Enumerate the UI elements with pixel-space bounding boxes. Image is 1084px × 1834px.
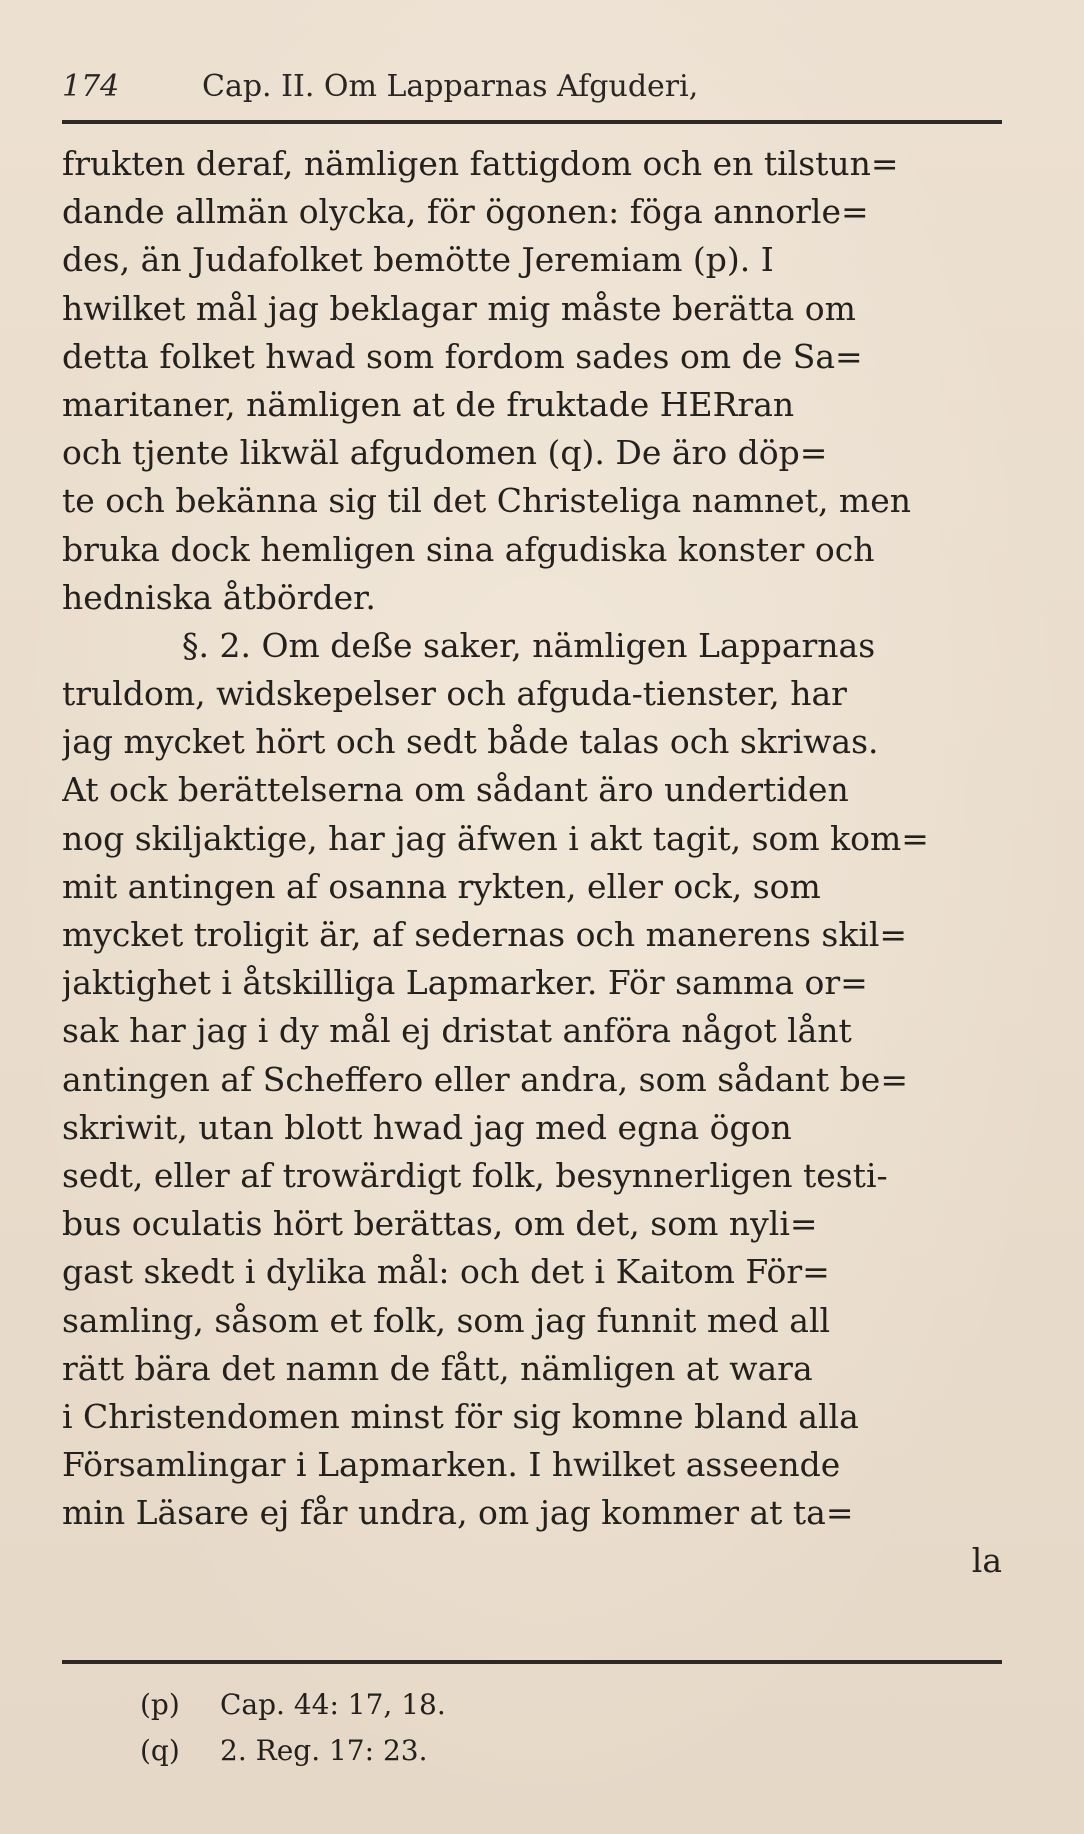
text-line: te och bekänna sig til det Christeliga namnet, men [62,481,912,521]
text-line: nog skiljaktige, har jag äfwen i akt tagit, som kom= [62,818,929,858]
footnote-item [140,1728,1000,1774]
text-line: dande allmän olycka, för ögonen: föga annorle= [62,192,869,232]
text-line: truldom, widskepelser och afguda-tienster, har [62,674,847,714]
text-line: Församlingar i Lapmarken. I hwilket asseende [62,1445,841,1485]
text-line: maritaner, nämligen at de fruktade HERran [62,384,795,424]
text-line: hedniska åtbörder. [62,577,376,617]
section-heading-line: §. 2. Om deße saker, nämligen Lapparnas [182,625,876,665]
page-number: 174 [62,69,120,104]
text-line: skriwit, utan blott hwad jag med egna ögon [62,1107,792,1147]
footnote-text: Cap. 44: 17, 18. [220,1688,446,1721]
catchword: la [971,1541,1002,1581]
text-line: hwilket mål jag beklagar mig måste berätta om [62,288,856,328]
footnote-mark: (q) [140,1734,180,1767]
text-line: bus oculatis hört berättas, om det, som nyli= [62,1204,818,1244]
text-line: rätt bära det namn de fått, nämligen at wara [62,1348,813,1388]
header-rule [62,120,1002,124]
text-line: frukten deraf, nämligen fattigdom och en tilstun= [62,144,899,183]
text-line: des, än Judafolket bemötte Jeremiam (p). I [62,240,774,280]
text-line: detta folket hwad som fordom sades om de Sa= [62,336,863,376]
footnote-item [140,1682,1000,1728]
text-line: sedt, eller af trowärdigt folk, besynnerligen testi- [62,1155,888,1195]
text-line: At ock berättelserna om sådant äro undertiden [62,770,849,810]
running-head [62,62,1002,112]
text-line: jag mycket hört och sedt både talas och skriwas. [62,722,879,762]
text-line: gast skedt i dylika mål: och det i Kaitom För= [62,1252,830,1292]
text-line: sak har jag i dy mål ej dristat anföra något lånt [62,1011,852,1051]
footnote-mark: (p) [140,1688,180,1721]
text-line: min Läsare ej får undra, om jag kommer at ta= [62,1493,854,1533]
footnote-text: 2. Reg. 17: 23. [220,1734,428,1767]
text-line: jaktighet i åtskilliga Lapmarker. För samma or= [62,963,868,1003]
text-line: och tjente likwäl afgudomen (q). De äro döp= [62,433,828,473]
footnote-rule [62,1660,1002,1664]
footnotes [140,1682,1000,1774]
text-line: bruka dock hemligen sina afgudiska konster och [62,529,875,569]
text-line: i Christendomen minst för sig komne bland alla [62,1396,859,1436]
running-title: Cap. II. Om Lapparnas Afguderi, [202,69,699,104]
text-line: mycket troligit är, af sedernas och manerens skil= [62,915,908,954]
text-line: antingen af Scheffero eller andra, som sådant be= [62,1059,908,1099]
body-text [62,140,1002,1586]
text-line: mit antingen af osanna rykten, eller ock, som [62,866,821,906]
text-line: samling, såsom et folk, som jag funnit med all [62,1300,831,1340]
